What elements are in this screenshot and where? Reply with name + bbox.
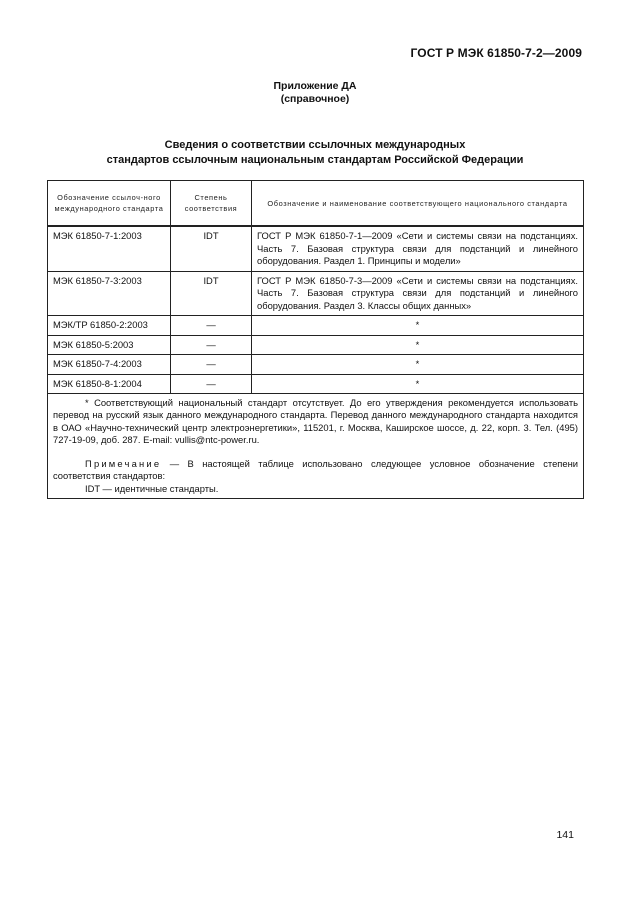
table-header-row xyxy=(48,181,584,227)
reference-standards-table xyxy=(47,180,584,499)
note-item: IDT — идентичные стандарты. xyxy=(85,482,219,494)
degree-cell: IDT xyxy=(171,271,252,316)
national-standard-cell: ГОСТ Р МЭК 61850-7-1—2009 «Сети и системы связи на подстанциях. Часть 7. Базовая структура связи для подстанций и линейного оборудования. Раздел 1. Принципы и модели» xyxy=(252,226,584,271)
intl-standard-cell: МЭК 61850-7-4:2003 xyxy=(48,355,171,375)
degree-cell: — xyxy=(171,355,252,375)
degree-cell: — xyxy=(171,374,252,394)
national-standard-cell: * xyxy=(252,316,584,336)
column-header-national-standard: Обозначение и наименование соответствующего национального стандарта xyxy=(252,181,584,227)
section-title-line-1: Сведения о соответствии ссылочных международных xyxy=(164,139,466,151)
intl-standard-cell: МЭК 61850-7-1:2003 xyxy=(48,226,171,271)
table-notes-row xyxy=(48,394,584,499)
appendix-heading xyxy=(0,80,630,106)
intl-standard-cell: МЭК 61850-7-3:2003 xyxy=(48,271,171,316)
intl-standard-cell: МЭК 61850-5:2003 xyxy=(48,335,171,355)
section-title xyxy=(0,138,630,168)
table-row xyxy=(48,271,584,316)
national-standard-cell: * xyxy=(252,335,584,355)
table-row xyxy=(48,226,584,271)
column-header-intl-standard: Обозначение ссылоч-ного международного стандарта xyxy=(48,181,171,227)
page-number: 141 xyxy=(556,829,574,841)
degree-cell: IDT xyxy=(171,226,252,271)
appendix-title: Приложение ДА xyxy=(273,80,357,92)
table-row xyxy=(48,335,584,355)
table-row xyxy=(48,374,584,394)
degree-cell: — xyxy=(171,316,252,336)
section-title-line-2: стандартов ссылочным национальным стандартам Российской Федерации xyxy=(106,154,524,166)
degree-cell: — xyxy=(171,335,252,355)
table-row xyxy=(48,316,584,336)
note-label: Примечание xyxy=(85,458,162,470)
document-code: ГОСТ Р МЭК 61850-7-2—2009 xyxy=(410,46,582,60)
national-standard-cell: * xyxy=(252,374,584,394)
column-header-degree: Степень соответствия xyxy=(171,181,252,227)
appendix-subtitle: (справочное) xyxy=(280,93,350,105)
table-row xyxy=(48,355,584,375)
national-standard-cell: ГОСТ Р МЭК 61850-7-3—2009 «Сети и системы связи на подстанциях. Часть 7. Базовая структура связи для подстанций и линейного оборудования. Раздел 3. Классы общих данных» xyxy=(252,271,584,316)
note-text: — В настоящей таблице использовано следующее условное обозначение степени соответствия стандартов: xyxy=(53,458,578,482)
note xyxy=(53,458,578,483)
national-standard-cell: * xyxy=(252,355,584,375)
table-notes xyxy=(48,394,584,499)
intl-standard-cell: МЭК/TP 61850-2:2003 xyxy=(48,316,171,336)
intl-standard-cell: МЭК 61850-8-1:2004 xyxy=(48,374,171,394)
footnote: * Соответствующий национальный стандарт отсутствует. До его утверждения рекомендуется использовать перевод на русский язык данного международного стандарта. Перевод данного международного стандарта находится в ОАО «Научно-технический центр электроэнергетики», 115201, г. Москва, Каширское шоссе, д. 22, корп. 3. Тел. (495) 727-19-09, доб. 287. E-mail: vullis@ntc-power.ru. xyxy=(53,397,578,445)
